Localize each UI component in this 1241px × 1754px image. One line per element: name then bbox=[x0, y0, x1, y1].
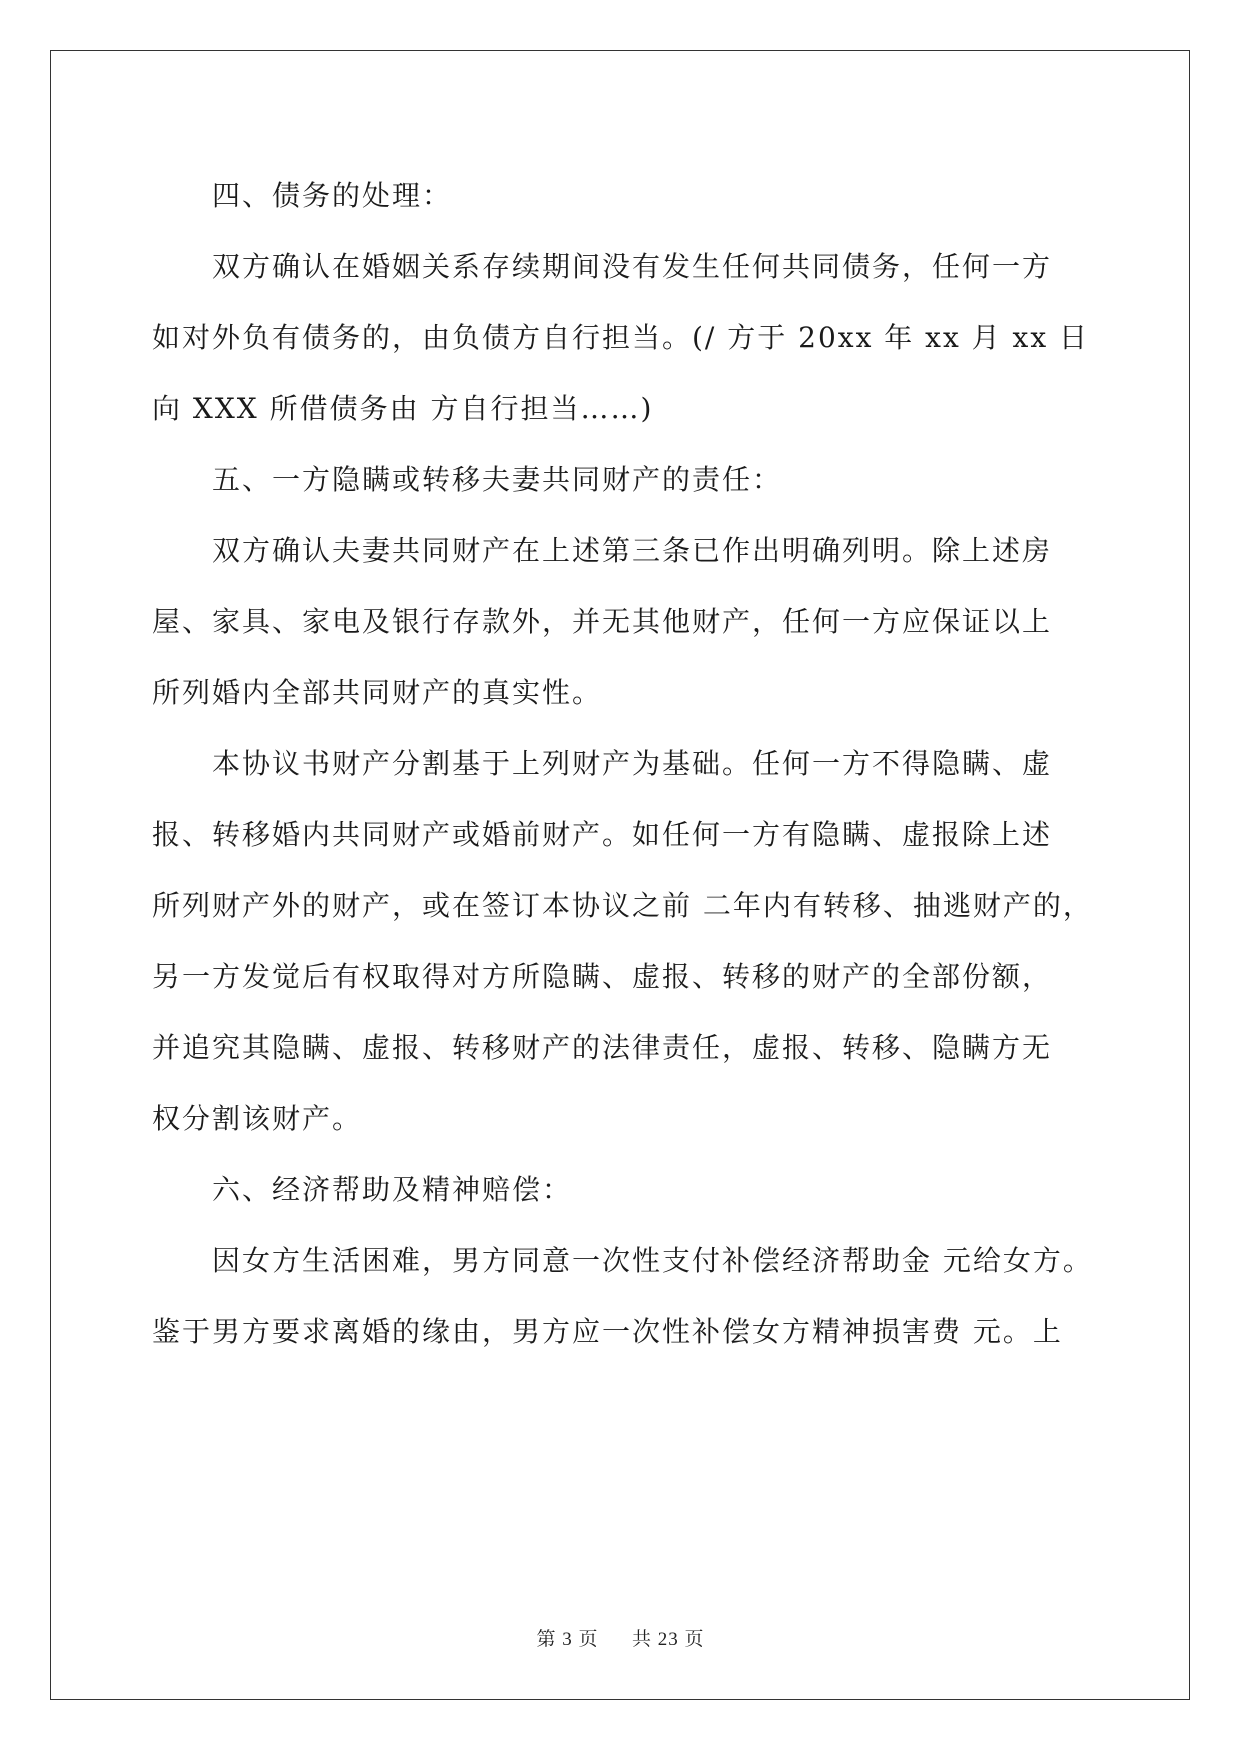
paragraph-property-division bbox=[152, 728, 1093, 1154]
text-line: 四、债务的处理： bbox=[212, 179, 453, 212]
text-line: 双方确认夫妻共同财产在上述第三条已作出明确列明。除上述房 bbox=[212, 534, 1053, 567]
section-heading-concealment bbox=[152, 444, 1087, 515]
document-body bbox=[152, 160, 1093, 1367]
text-line: 因女方生活困难，男方同意一次性支付补偿经济帮助金 元给女方。 bbox=[212, 1244, 1093, 1277]
section-heading-debts bbox=[152, 160, 1087, 231]
text-line: 另一方发觉后有权取得对方所隐瞒、虚报、转移的财产的全部份额， bbox=[152, 960, 1053, 993]
text-line: 权分割该财产。 bbox=[152, 1102, 363, 1135]
text-line: 屋、家具、家电及银行存款外，并无其他财产，任何一方应保证以上 bbox=[152, 605, 1053, 638]
paragraph-debts bbox=[152, 231, 1090, 444]
text-line: 鉴于男方要求离婚的缘由，男方应一次性补偿女方精神损害费 元。上 bbox=[152, 1315, 1063, 1348]
text-line: 所列婚内全部共同财产的真实性。 bbox=[152, 676, 603, 709]
text-line: 报、转移婚内共同财产或婚前财产。如任何一方有隐瞒、虚报除上述 bbox=[152, 818, 1053, 851]
text-line: 如对外负有债务的，由负债方自行担当。(/ 方于 20xx 年 xx 月 xx 日 bbox=[152, 321, 1090, 354]
text-line: 六、经济帮助及精神赔偿： bbox=[212, 1173, 573, 1206]
paragraph-joint-property bbox=[152, 515, 1087, 728]
text-line: 五、一方隐瞒或转移夫妻共同财产的责任： bbox=[212, 463, 783, 496]
text-line: 并追究其隐瞒、虚报、转移财产的法律责任，虚报、转移、隐瞒方无 bbox=[152, 1031, 1053, 1064]
text-line: 双方确认在婚姻关系存续期间没有发生任何共同债务，任何一方 bbox=[212, 250, 1053, 283]
text-line: 向 XXX 所借债务由 方自行担当……) bbox=[152, 392, 654, 425]
page-number: 第 3 页 bbox=[536, 1629, 599, 1650]
section-heading-compensation bbox=[152, 1154, 1087, 1225]
page-footer bbox=[0, 1624, 1241, 1651]
text-line: 本协议书财产分割基于上列财产为基础。任何一方不得隐瞒、虚 bbox=[212, 747, 1053, 780]
paragraph-compensation bbox=[152, 1225, 1093, 1367]
page-total: 共 23 页 bbox=[632, 1629, 705, 1650]
text-line: 所列财产外的财产，或在签订本协议之前 二年内有转移、抽逃财产的， bbox=[152, 889, 1093, 922]
